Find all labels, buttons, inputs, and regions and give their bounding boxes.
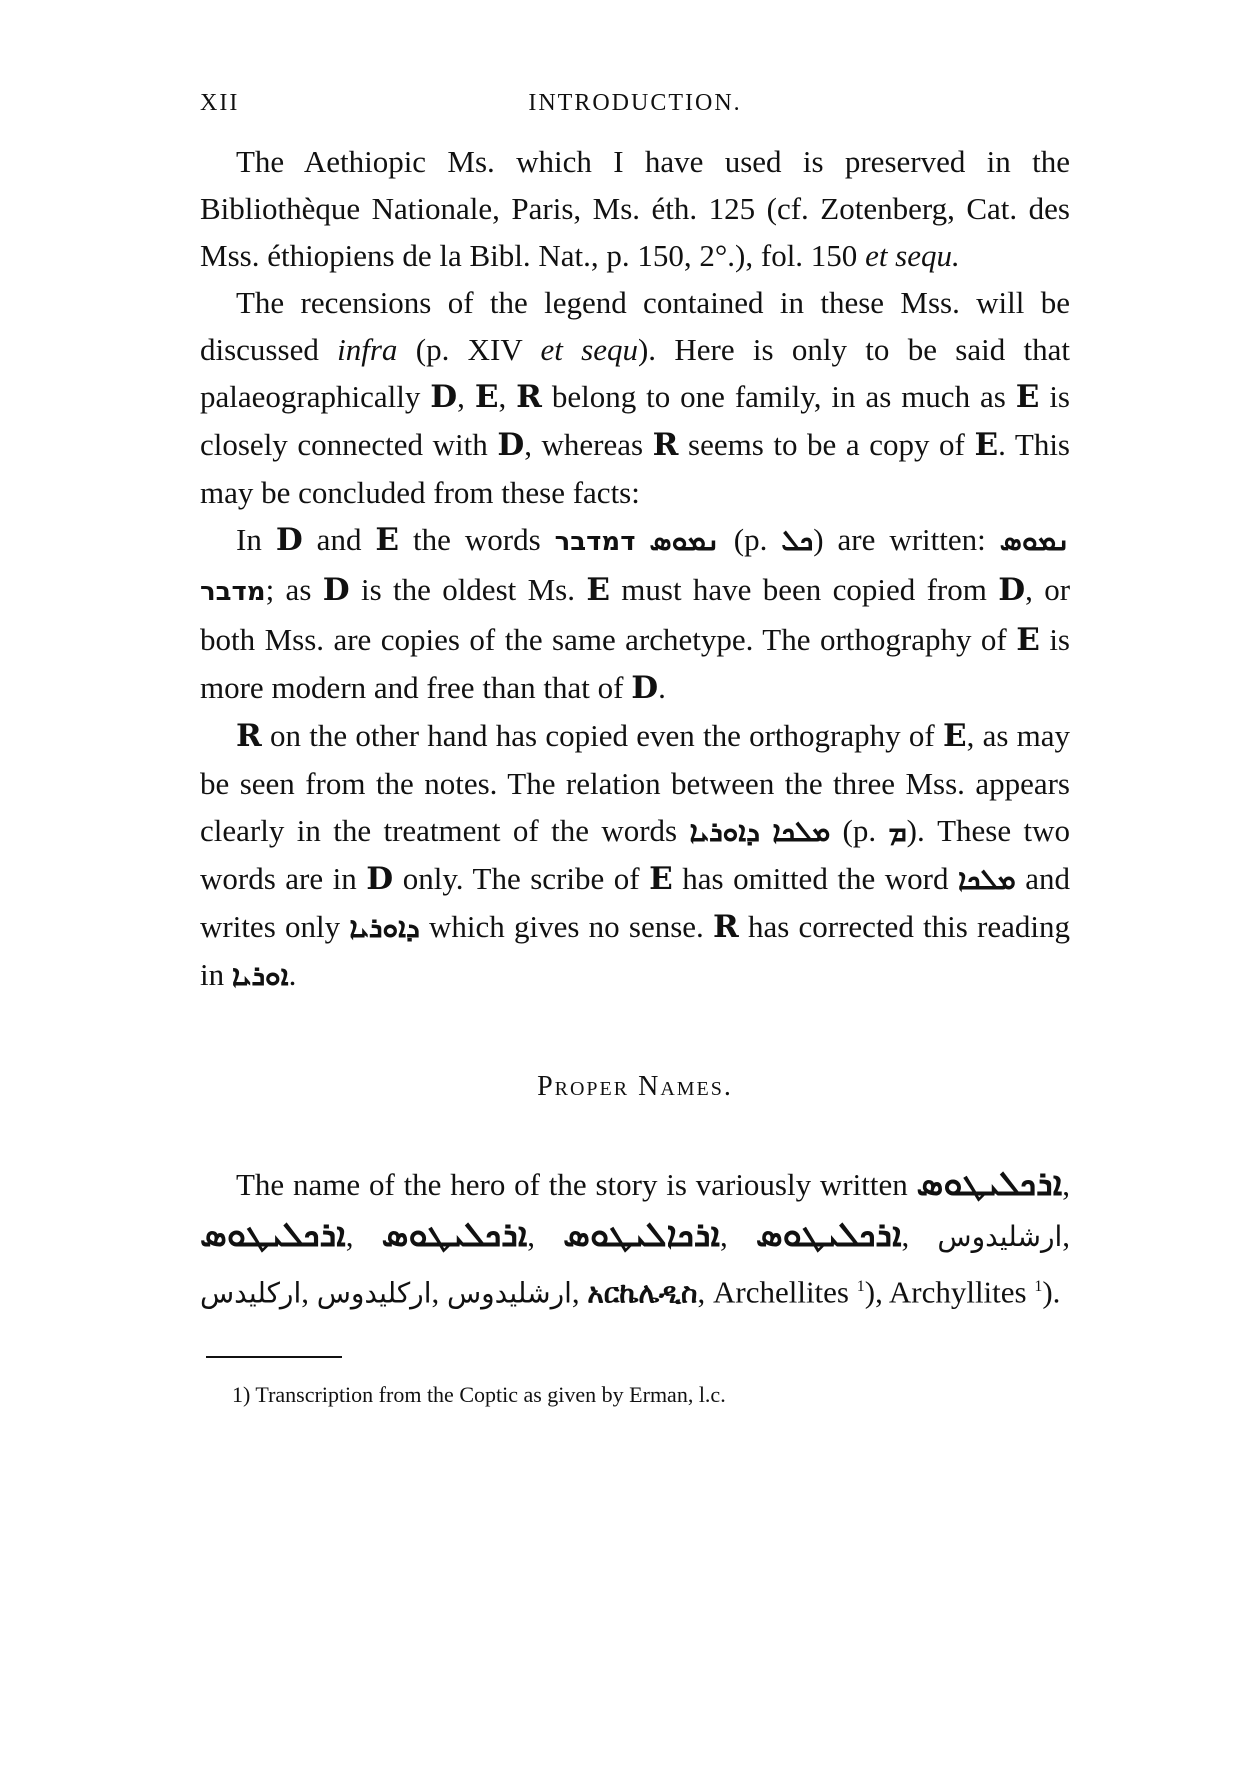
syriac-name: ܐܪܟܠܝܛܘܣ xyxy=(916,1164,1063,1204)
paragraph-proper-names: The name of the hero of the story is variously written ܐܪܟܠܝܛܘܣ, ܐܪܟܠܝܛܘܣ, ܐܪܟܠܝܛܘܣ, ܐܪܟܐܠܝܛܘܣ, ܐܪܟܠܝܛܘܣ, ارشليدوس, اركليدس, اركليدوس, ارشليدوس, አርኬሌዲስ, Archellites $^1$), Archyllites $^1$). xyxy=(200,1164,1071,1310)
syriac-word: ܢܡܘܣ xyxy=(649,524,720,557)
arabic-name: ارشليدوس xyxy=(446,1276,572,1310)
syriac-word: ܢܡܘܣ xyxy=(999,524,1071,557)
syriac-name: ܐܪܟܠܝܛܘܣ xyxy=(200,1215,346,1255)
footnote: 1) Transcription from the Coptic as given by Erman, l.c. xyxy=(232,1382,726,1408)
arabic-name: اركليدس xyxy=(200,1276,302,1310)
page-header xyxy=(200,78,1070,122)
syriac-word: ܐܘܪܝܐ xyxy=(231,959,289,992)
syriac-name: ܐܪܟܐܠܝܛܘܣ xyxy=(563,1215,720,1255)
paragraph-words: In D and E the words דמדבר ܢܡܘܣ (p. ܟܠ) are written: ܢܡܘܣ מדבר; as D is the oldest Ms. E must have been copied from D, or both Mss. are copies of the same archetype. The orthography of E is more modern and free than that of D. xyxy=(200,522,1071,706)
ethiopic-name: አርኬሌዲስ xyxy=(587,1276,698,1310)
paragraph-orthography: R on the other hand has copied even the orthography of E, as may be seen from the notes. The relation between the three Mss. appears clearly in the treatment of the words ܕܐܘܪܝܐ ܡܠܟܐ (p. ܡ). These two words are in D only. The scribe of E has omitted the word ܡܠܟܐ and writes only ܕܐܘܪܝܐ which gives no sense. R has corrected this reading in ܐܘܪܝܐ. xyxy=(200,718,1071,992)
page xyxy=(200,78,1070,1410)
syriac-name: ܐܪܟܠܝܛܘܣ xyxy=(755,1215,902,1255)
running-head: INTRODUCTION. xyxy=(528,90,742,116)
paragraph-manuscript: The Aethiopic Ms. which I have used is preserved in the Bibliothèque Nationale, Paris, Ms. éth. 125 (cf. Zotenberg, Cat. des Mss. éthiopiens de la Bibl. Nat., p. 150, 2°.), fol. 150 et sequ. xyxy=(200,144,1070,273)
syriac-page-ref: ܟܠ xyxy=(781,524,814,557)
footnote-ref: 1 xyxy=(1034,1278,1043,1295)
folio-number: XII xyxy=(200,90,240,116)
hebrew-word: מדבר xyxy=(200,577,266,607)
arabic-name: اركليدوس xyxy=(316,1276,432,1310)
syriac-word: ܕܐܘܪܝܐ xyxy=(349,911,420,944)
section-heading: Proper Names. xyxy=(537,1071,733,1102)
syriac-word: ܕܐܘܪܝܐ xyxy=(689,815,761,848)
footnote-divider xyxy=(206,1356,342,1358)
hebrew-word: דמדבר xyxy=(554,527,636,557)
arabic-name: ارشليدوس xyxy=(937,1220,1063,1253)
syriac-word: ܡܠܟܐ xyxy=(772,815,831,848)
footnote-ref: 1 xyxy=(856,1278,865,1295)
syriac-name: ܐܪܟܠܝܛܘܣ xyxy=(381,1215,528,1255)
paragraph-recensions: The recensions of the legend contained in these Mss. will be discussed infra (p. XIV et sequ). Here is only to be said that palaeographically D, E, R belong to one family, in as much as E is closely connected with D, whereas R seems to be a copy of E. This may be concluded from these facts: xyxy=(200,285,1070,510)
syriac-page-ref: ܡ xyxy=(888,815,907,848)
syriac-word: ܡܠܟܐ xyxy=(957,863,1016,896)
